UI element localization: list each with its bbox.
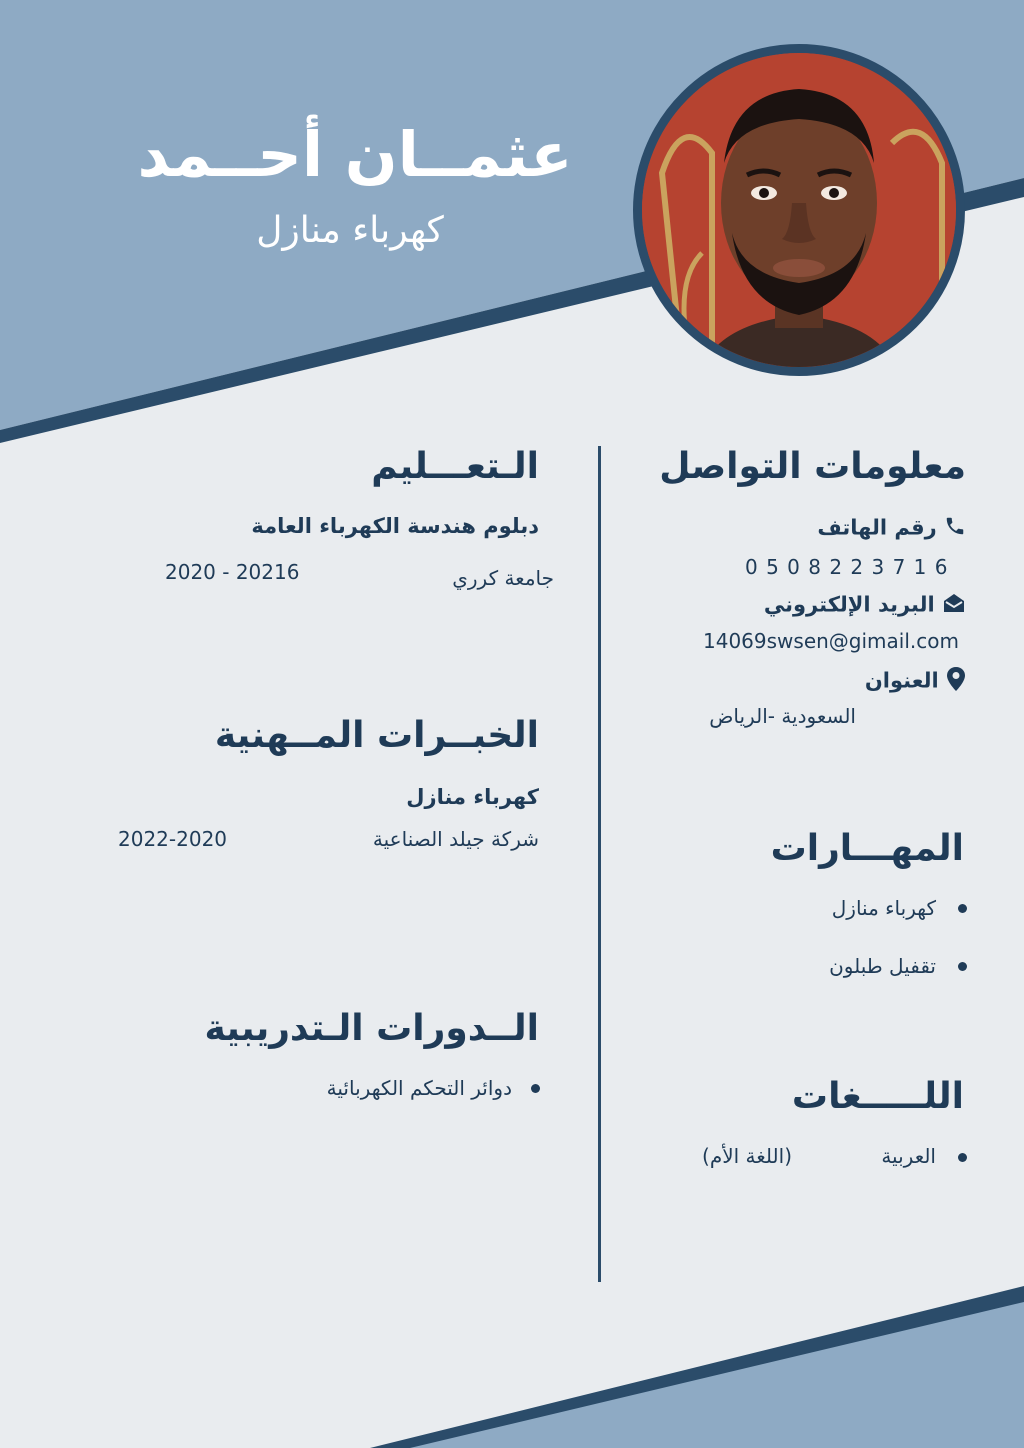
address-value: السعودية -الرياض (709, 704, 856, 728)
skill-item: كهرباء منازل (831, 896, 936, 920)
email-label: البريد الإلكتروني (763, 592, 935, 617)
profile-photo (633, 44, 965, 376)
phone-icon (944, 514, 966, 543)
skill-item: تقفيل طبلون (829, 954, 936, 978)
phone-row (817, 514, 966, 543)
column-divider (598, 446, 601, 1282)
experience-years: 2022-2020 (118, 827, 228, 851)
education-degree: دبلوم هندسة الكهرباء العامة (251, 514, 539, 538)
education-school: جامعة كرري (452, 566, 554, 590)
candidate-name: عثمــان أحــمد (137, 118, 573, 191)
experience-company: شركة جيلد الصناعية (372, 827, 539, 851)
education-title: الـتعـــليم (371, 446, 539, 487)
language-level: (اللغة الأم) (702, 1144, 792, 1168)
education-years: 2020 - 20216 (165, 560, 300, 584)
email-value: 14069swsen@gimail.com (703, 629, 959, 653)
candidate-job-title: كهرباء منازل (256, 210, 444, 251)
address-row (865, 666, 966, 697)
course-bullet (531, 1084, 540, 1093)
profile-photo-illustration (642, 53, 956, 367)
experience-title: الخبــرات المــهنية (214, 715, 539, 756)
address-label: العنوان (864, 668, 939, 693)
experience-position: كهرباء منازل (406, 785, 539, 809)
contact-title: معلومات التواصل (659, 446, 966, 487)
skills-title: المهـــارات (770, 828, 964, 869)
phone-label: رقم الهاتف (817, 515, 937, 540)
language-bullet (958, 1153, 967, 1162)
skill-bullet (958, 904, 967, 913)
languages-title: اللـــــغات (791, 1076, 964, 1117)
location-pin-icon (946, 666, 966, 697)
envelope-icon (942, 592, 966, 619)
language-name: العربية (881, 1144, 936, 1168)
email-row (764, 592, 966, 619)
courses-title: الــدورات الـتدريبية (204, 1008, 539, 1049)
course-item: دوائر التحكم الكهربائية (326, 1076, 512, 1100)
skill-bullet (958, 962, 967, 971)
phone-value: 0 5 0 8 2 2 3 7 1 6 (745, 555, 949, 579)
